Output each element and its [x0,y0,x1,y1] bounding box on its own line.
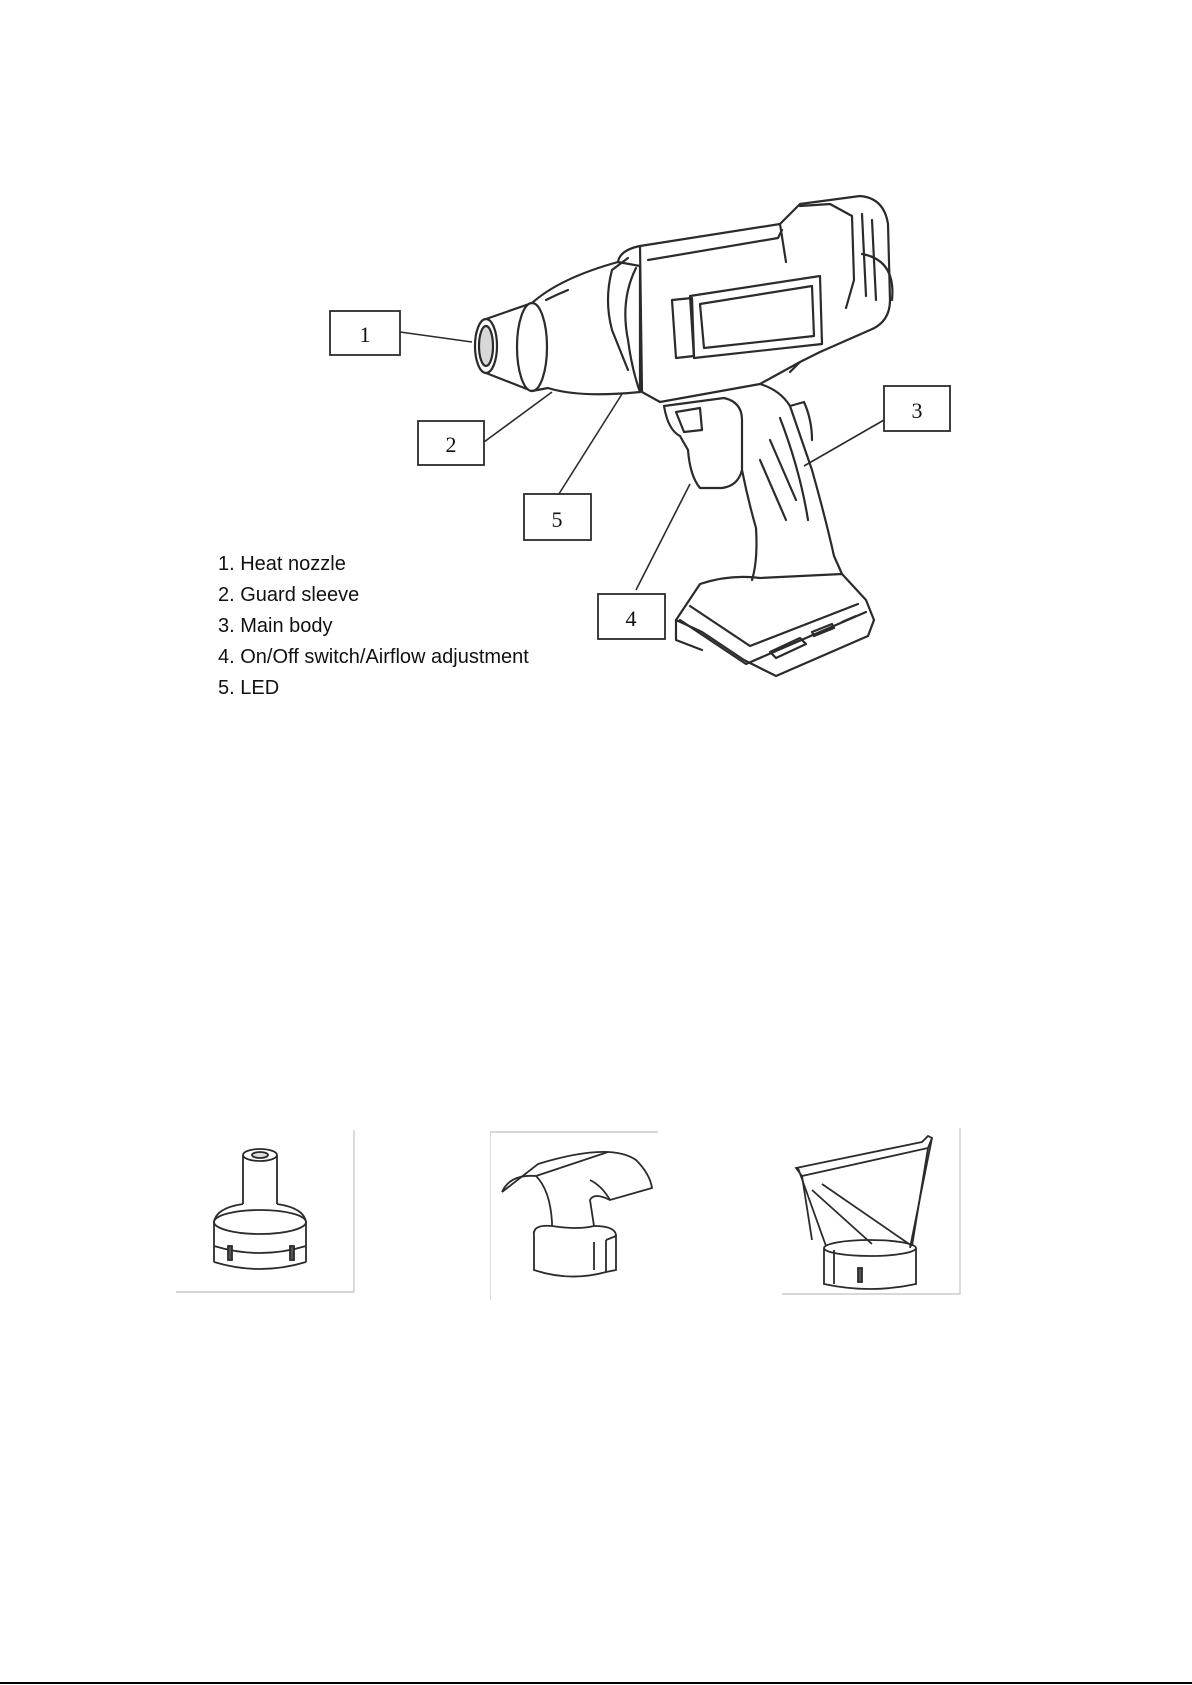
callout-number: 5 [551,507,563,532]
legend-item: 2. Guard sleeve [218,584,360,606]
flat-nozzle-image [782,1128,962,1296]
reflector-nozzle-image [490,1130,660,1300]
handle [742,384,842,580]
callout-number: 2 [445,432,457,457]
heat-gun-diagram [0,0,1192,720]
callout-number: 3 [911,398,923,423]
legend-item: 5. LED [218,677,280,699]
battery-base [676,574,874,676]
heat-nozzle [475,303,547,391]
callout-number: 4 [625,606,637,631]
parts-legend [218,549,529,704]
callout-4 [598,594,665,639]
callout-2 [418,421,484,465]
legend-item: 1. Heat nozzle [218,553,346,575]
guard-sleeve [532,262,640,394]
trigger [664,398,742,488]
callout-1 [330,311,400,355]
page-bottom-rule [0,1682,1192,1684]
callout-3 [884,386,950,431]
main-body [608,196,892,402]
callout-5 [524,494,591,540]
callout-number: 1 [359,322,371,347]
legend-item: 4. On/Off switch/Airflow adjustment [218,646,529,668]
legend-item: 3. Main body [218,615,333,637]
reducer-nozzle-image [176,1130,358,1294]
